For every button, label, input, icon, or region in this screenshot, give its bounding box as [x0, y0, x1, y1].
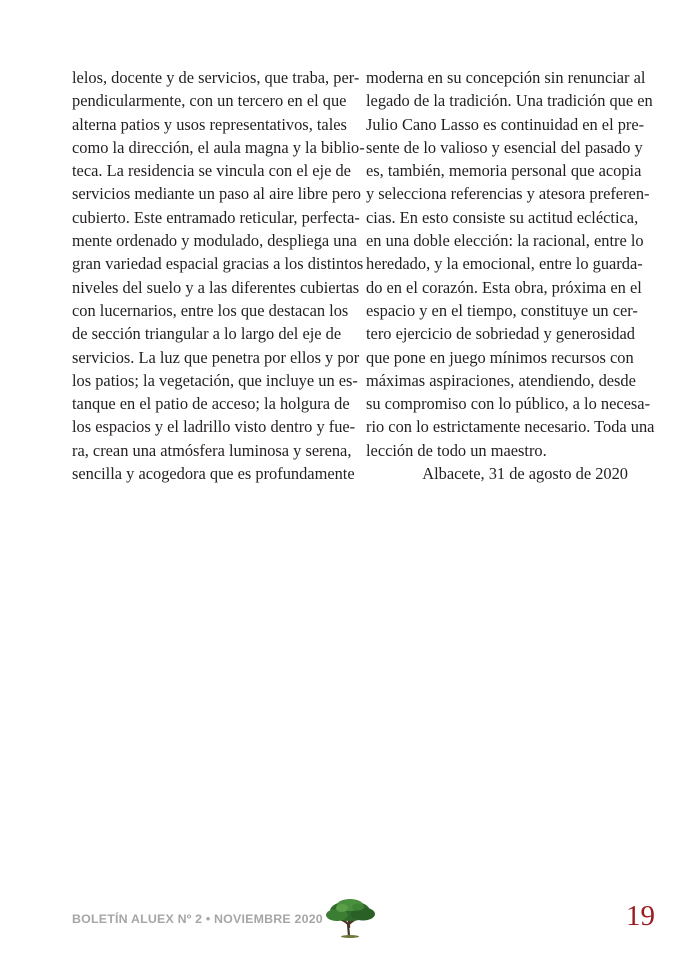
text-line: legado de la tradición. Una tradición que en	[366, 91, 653, 111]
text-line: heredado, y la emocional, entre lo guarda-	[366, 254, 643, 274]
text-line: sencilla y acogedora que es profundamente	[72, 464, 355, 484]
text-line: tero ejercicio de sobriedad y generosidad	[366, 324, 635, 344]
article-right-column	[366, 66, 655, 485]
text-line: y selecciona referencias y atesora preferen-	[366, 184, 650, 204]
text-line: que pone en juego mínimos recursos con	[366, 347, 634, 367]
text-line: tanque en el patio de acceso; la holgura de	[72, 394, 350, 414]
text-line: teca. La residencia se vincula con el eje de	[72, 161, 351, 181]
text-line: rio con lo estrictamente necesario. Toda una	[366, 417, 655, 437]
page-number: 19	[626, 900, 655, 932]
text-line: es, también, memoria personal que acopia	[366, 161, 642, 181]
text-line: Julio Cano Lasso es continuidad en el pre-	[366, 114, 645, 134]
text-line: alterna patios y usos representativos, tales	[72, 114, 347, 134]
text-line: de sección triangular a lo largo del eje de	[72, 324, 342, 344]
text-line: mente ordenado y modulado, despliega una	[72, 231, 357, 251]
text-line: en una doble elección: la racional, entre lo	[366, 231, 644, 251]
text-line: pendicularmente, con un tercero en el que	[72, 91, 347, 111]
text-line: servicios. La luz que penetra por ellos y por	[72, 347, 360, 367]
text-line: do en el corazón. Esta obra, próxima en el	[366, 277, 642, 297]
text-line: máximas aspiraciones, atendiendo, desde	[366, 370, 636, 390]
text-line: moderna en su concepción sin renunciar al	[366, 68, 646, 87]
text-line: los espacios y el ladrillo visto dentro y fue-	[72, 417, 356, 437]
text-line: servicios mediante un paso al aire libre pero	[72, 184, 362, 204]
text-line: con lucernarios, entre los que destacan los	[72, 300, 349, 320]
text-line: cubierto. Este entramado reticular, perfecta-	[72, 207, 360, 227]
text-line: ra, crean una atmósfera luminosa y serena,	[72, 440, 352, 460]
signature-date: Albacete, 31 de agosto de 2020	[422, 464, 628, 484]
text-line: lelos, docente y de servicios, que traba, per-	[72, 68, 360, 87]
text-line: su compromiso con lo público, a lo necesa-	[366, 394, 651, 414]
text-line: gran variedad espacial gracias a los distintos	[72, 254, 364, 274]
publication-footer: BOLETÍN ALUEX Nº 2 • NOVIEMBRE 2020	[72, 912, 323, 926]
text-line: los patios; la vegetación, que incluye un es-	[72, 370, 358, 390]
text-line: lección de todo un maestro.	[366, 440, 547, 460]
text-line: sente de lo valioso y esencial del pasado y	[366, 137, 643, 157]
text-line: como la dirección, el aula magna y la biblio-	[72, 137, 365, 157]
tree-icon	[322, 896, 378, 938]
article-left-column	[72, 66, 365, 485]
text-line: cias. En esto consiste su actitud ecléctica,	[366, 207, 639, 227]
text-line: espacio y en el tiempo, constituye un cer-	[366, 300, 638, 320]
text-line: niveles del suelo y a las diferentes cubiertas	[72, 277, 360, 297]
